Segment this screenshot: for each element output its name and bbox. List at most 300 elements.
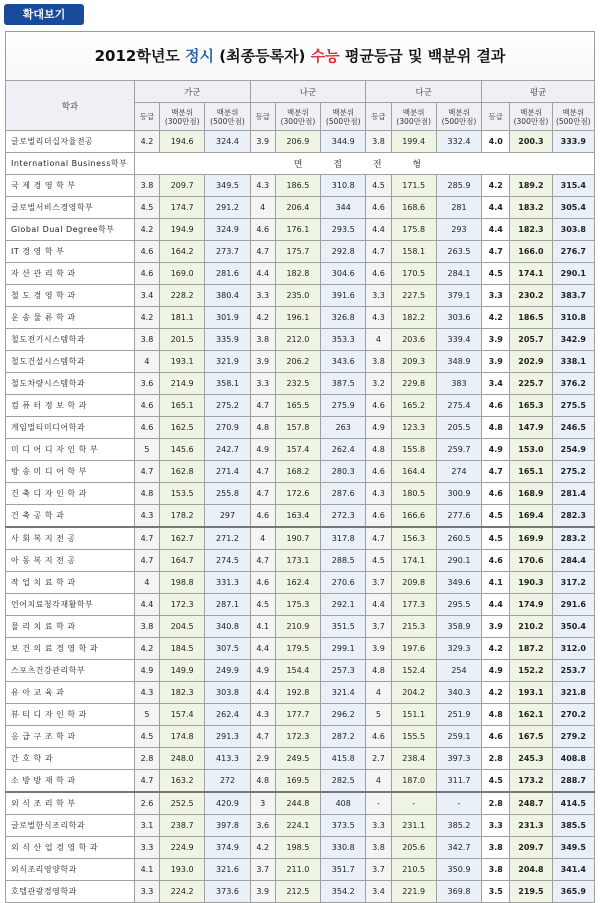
avg-pct500-cell: 279.2 bbox=[552, 726, 594, 748]
table-row bbox=[6, 660, 595, 682]
avg-grade-cell: 4.2 bbox=[482, 307, 510, 329]
dept-name: 소 방 방 재 학 과 bbox=[6, 770, 135, 793]
na-pct300-cell: 175.3 bbox=[275, 594, 320, 616]
avg-pct300-cell: 169.4 bbox=[510, 505, 552, 528]
da-pct500-cell: 254 bbox=[436, 660, 481, 682]
avg-grade-cell: 4.9 bbox=[482, 660, 510, 682]
ga-pct500-cell: 271.2 bbox=[205, 527, 250, 550]
dept-name: 뷰 티 디 자 인 학 과 bbox=[6, 704, 135, 726]
da-pct500-cell: 293 bbox=[436, 219, 481, 241]
avg-pct500-cell: 275.2 bbox=[552, 461, 594, 483]
ga-pct500-cell: 301.9 bbox=[205, 307, 250, 329]
dept-name: 사 회 복 지 전 공 bbox=[6, 527, 135, 550]
avg-pct500-cell: 321.8 bbox=[552, 682, 594, 704]
da-pct300-cell: 215.3 bbox=[391, 616, 436, 638]
da-pct300-cell: 155.8 bbox=[391, 439, 436, 461]
avg-pct500-cell: 282.3 bbox=[552, 505, 594, 528]
avg-grade-cell: 3.4 bbox=[482, 373, 510, 395]
da-grade-cell: 4 bbox=[366, 329, 391, 351]
ga-pct500-cell: 321.6 bbox=[205, 859, 250, 881]
avg-grade-cell: 4.0 bbox=[482, 131, 510, 153]
na-pct500-cell: 353.3 bbox=[321, 329, 366, 351]
na-grade-cell: 4.8 bbox=[250, 770, 275, 793]
na-grade-cell: 3.3 bbox=[250, 373, 275, 395]
avg-pct500-cell: 288.7 bbox=[552, 770, 594, 793]
da-pct500-cell: 263.5 bbox=[436, 241, 481, 263]
da-pct300-cell: 177.3 bbox=[391, 594, 436, 616]
na-pct500-cell: 263 bbox=[321, 417, 366, 439]
da-pct500-cell: 295.5 bbox=[436, 594, 481, 616]
ga-pct300-cell: 214.9 bbox=[160, 373, 205, 395]
header-row-groups bbox=[6, 81, 595, 103]
table-row bbox=[6, 770, 595, 793]
avg-grade-cell: 4.6 bbox=[482, 483, 510, 505]
table-row bbox=[6, 726, 595, 748]
ga-grade-cell: 4.7 bbox=[134, 550, 159, 572]
ga-pct500-cell: 262.4 bbox=[205, 704, 250, 726]
avg-pct500-cell: 291.6 bbox=[552, 594, 594, 616]
avg-pct300-cell: 153.0 bbox=[510, 439, 552, 461]
avg-pct500-cell: 414.5 bbox=[552, 792, 594, 815]
dept-name: 방 송 미 디 어 학 부 bbox=[6, 461, 135, 483]
da-grade-cell: 3.8 bbox=[366, 131, 391, 153]
table-row bbox=[6, 197, 595, 219]
ga-pct500-cell: 275.2 bbox=[205, 395, 250, 417]
ga-grade-cell: 4.7 bbox=[134, 461, 159, 483]
da-grade-cell: 4.3 bbox=[366, 483, 391, 505]
da-grade-cell: 4 bbox=[366, 682, 391, 704]
ga-pct300-cell: 162.7 bbox=[160, 527, 205, 550]
ga-grade-cell: 3.3 bbox=[134, 837, 159, 859]
dept-name: 국 제 경 영 학 부 bbox=[6, 175, 135, 197]
na-pct300-cell: 232.5 bbox=[275, 373, 320, 395]
na-pct500-cell: 326.8 bbox=[321, 307, 366, 329]
ga-pct500-cell: 420.9 bbox=[205, 792, 250, 815]
da-pct300-cell: 210.5 bbox=[391, 859, 436, 881]
avg-grade-cell: 3.9 bbox=[482, 329, 510, 351]
table-row bbox=[6, 417, 595, 439]
avg-pct300-cell: 166.0 bbox=[510, 241, 552, 263]
na-grade-cell: 3.9 bbox=[250, 351, 275, 373]
na-pct300-cell: 196.1 bbox=[275, 307, 320, 329]
na-pct300-cell: 175.7 bbox=[275, 241, 320, 263]
da-pct300-cell: 205.6 bbox=[391, 837, 436, 859]
ga-pct500-cell: 272 bbox=[205, 770, 250, 793]
ga-grade-cell: 4.5 bbox=[134, 726, 159, 748]
na-pct500-cell: 343.6 bbox=[321, 351, 366, 373]
da-pct500-cell: 251.9 bbox=[436, 704, 481, 726]
ga-pct500-cell: 324.9 bbox=[205, 219, 250, 241]
avg-grade-cell: 4.2 bbox=[482, 638, 510, 660]
da-grade-cell: 4.5 bbox=[366, 175, 391, 197]
da-pct500-cell: 260.5 bbox=[436, 527, 481, 550]
na-grade-cell: 4.4 bbox=[250, 682, 275, 704]
avg-pct300-cell: 204.8 bbox=[510, 859, 552, 881]
na-grade-cell: 4.9 bbox=[250, 660, 275, 682]
avg-pct300-cell: 231.3 bbox=[510, 815, 552, 837]
header-group-ga: 가군 bbox=[134, 81, 250, 103]
ga-grade-cell: 3.4 bbox=[134, 285, 159, 307]
ga-grade-cell: 4.7 bbox=[134, 770, 159, 793]
da-grade-cell: 4.5 bbox=[366, 550, 391, 572]
na-grade-cell: 4.8 bbox=[250, 417, 275, 439]
ga-pct500-cell: 321.9 bbox=[205, 351, 250, 373]
na-pct500-cell: 272.3 bbox=[321, 505, 366, 528]
na-pct300-cell: 211.0 bbox=[275, 859, 320, 881]
da-grade-cell: 3.7 bbox=[366, 859, 391, 881]
na-grade-cell: 3.7 bbox=[250, 859, 275, 881]
dept-name: 물 리 치 료 학 과 bbox=[6, 616, 135, 638]
avg-pct500-cell: 342.9 bbox=[552, 329, 594, 351]
ga-grade-cell: 2.8 bbox=[134, 748, 159, 770]
na-pct300-cell: 162.4 bbox=[275, 572, 320, 594]
table-row bbox=[6, 859, 595, 881]
header-grade: 등급 bbox=[366, 103, 391, 131]
na-pct300-cell: 157.8 bbox=[275, 417, 320, 439]
dept-name: 응 급 구 조 학 과 bbox=[6, 726, 135, 748]
na-pct300-cell: 154.4 bbox=[275, 660, 320, 682]
ga-pct300-cell: 184.5 bbox=[160, 638, 205, 660]
ga-pct300-cell: 194.6 bbox=[160, 131, 205, 153]
da-pct300-cell: 227.5 bbox=[391, 285, 436, 307]
na-pct300-cell: 172.6 bbox=[275, 483, 320, 505]
da-grade-cell: - bbox=[366, 792, 391, 815]
na-pct300-cell: 173.1 bbox=[275, 550, 320, 572]
da-pct300-cell: 156.3 bbox=[391, 527, 436, 550]
da-pct300-cell: 231.1 bbox=[391, 815, 436, 837]
header-grade: 등급 bbox=[250, 103, 275, 131]
avg-pct500-cell: 408.8 bbox=[552, 748, 594, 770]
header-grade: 등급 bbox=[482, 103, 510, 131]
table-row bbox=[6, 616, 595, 638]
avg-grade-cell: 4.5 bbox=[482, 770, 510, 793]
da-pct500-cell: 332.4 bbox=[436, 131, 481, 153]
dept-name: 글로벌서비스경영학부 bbox=[6, 197, 135, 219]
dept-name: 유 아 교 육 과 bbox=[6, 682, 135, 704]
da-pct500-cell: 300.9 bbox=[436, 483, 481, 505]
da-pct300-cell: 168.6 bbox=[391, 197, 436, 219]
header-pct300: 백분위 (300만점) bbox=[275, 103, 320, 131]
header-pct300: 백분위 (300만점) bbox=[391, 103, 436, 131]
dept-name: 간 호 학 과 bbox=[6, 748, 135, 770]
da-pct300-cell: 170.5 bbox=[391, 263, 436, 285]
na-grade-cell: 4.3 bbox=[250, 175, 275, 197]
da-grade-cell: 3.7 bbox=[366, 616, 391, 638]
da-grade-cell: 3.3 bbox=[366, 285, 391, 307]
table-row bbox=[6, 704, 595, 726]
avg-pct300-cell: 152.2 bbox=[510, 660, 552, 682]
da-grade-cell: 3.7 bbox=[366, 572, 391, 594]
na-pct500-cell: 310.8 bbox=[321, 175, 366, 197]
ga-grade-cell: 5 bbox=[134, 704, 159, 726]
ga-pct300-cell: 162.8 bbox=[160, 461, 205, 483]
zoom-button[interactable]: 확대보기 bbox=[4, 4, 84, 25]
ga-pct500-cell: 331.3 bbox=[205, 572, 250, 594]
da-pct500-cell: 259.7 bbox=[436, 439, 481, 461]
ga-pct300-cell: 204.5 bbox=[160, 616, 205, 638]
avg-pct300-cell: 162.1 bbox=[510, 704, 552, 726]
da-grade-cell: 4.4 bbox=[366, 594, 391, 616]
avg-pct300-cell: 189.2 bbox=[510, 175, 552, 197]
avg-pct300-cell: 170.6 bbox=[510, 550, 552, 572]
avg-pct500-cell: 310.8 bbox=[552, 307, 594, 329]
da-pct300-cell: 164.4 bbox=[391, 461, 436, 483]
ga-grade-cell: 4.3 bbox=[134, 505, 159, 528]
avg-pct300-cell: 165.1 bbox=[510, 461, 552, 483]
avg-pct300-cell: 183.2 bbox=[510, 197, 552, 219]
ga-grade-cell: 3.8 bbox=[134, 329, 159, 351]
na-pct300-cell: 192.8 bbox=[275, 682, 320, 704]
na-pct300-cell: 198.5 bbox=[275, 837, 320, 859]
avg-pct300-cell: 210.2 bbox=[510, 616, 552, 638]
ga-pct500-cell: 380.4 bbox=[205, 285, 250, 307]
table-row bbox=[6, 439, 595, 461]
table-row bbox=[6, 329, 595, 351]
na-grade-cell: 4.6 bbox=[250, 505, 275, 528]
avg-grade-cell: 3.9 bbox=[482, 616, 510, 638]
na-pct500-cell: 292.1 bbox=[321, 594, 366, 616]
na-pct300-cell: 186.5 bbox=[275, 175, 320, 197]
table-row bbox=[6, 241, 595, 263]
ga-pct500-cell: 249.9 bbox=[205, 660, 250, 682]
avg-pct300-cell: 168.9 bbox=[510, 483, 552, 505]
na-pct300-cell: 206.2 bbox=[275, 351, 320, 373]
avg-pct300-cell: 174.1 bbox=[510, 263, 552, 285]
na-grade-cell: 4.2 bbox=[250, 307, 275, 329]
ga-pct300-cell: 164.2 bbox=[160, 241, 205, 263]
ga-pct500-cell: 242.7 bbox=[205, 439, 250, 461]
dept-name: 게임멀티미디어학과 bbox=[6, 417, 135, 439]
ga-pct300-cell: 172.3 bbox=[160, 594, 205, 616]
header-pct500: 백분위 (500만점) bbox=[205, 103, 250, 131]
ga-grade-cell: 4 bbox=[134, 351, 159, 373]
table-row bbox=[6, 881, 595, 903]
avg-grade-cell: 4.4 bbox=[482, 594, 510, 616]
avg-pct500-cell: 312.0 bbox=[552, 638, 594, 660]
dept-name: International Business학부 bbox=[6, 153, 135, 175]
avg-grade-cell: 3.3 bbox=[482, 815, 510, 837]
ga-pct500-cell: 335.9 bbox=[205, 329, 250, 351]
avg-pct500-cell: 385.5 bbox=[552, 815, 594, 837]
dept-name: 스포츠건강관리학부 bbox=[6, 660, 135, 682]
header-pct500: 백분위 (500만점) bbox=[436, 103, 481, 131]
na-pct500-cell: 288.5 bbox=[321, 550, 366, 572]
ga-pct500-cell: 303.8 bbox=[205, 682, 250, 704]
ga-grade-cell: 4.1 bbox=[134, 859, 159, 881]
na-pct500-cell: 321.4 bbox=[321, 682, 366, 704]
ga-pct300-cell: 162.5 bbox=[160, 417, 205, 439]
na-pct500-cell: 257.3 bbox=[321, 660, 366, 682]
ga-pct300-cell: 163.2 bbox=[160, 770, 205, 793]
table-row bbox=[6, 572, 595, 594]
ga-pct500-cell: 324.4 bbox=[205, 131, 250, 153]
avg-pct500-cell: 275.5 bbox=[552, 395, 594, 417]
avg-pct500-cell: 246.5 bbox=[552, 417, 594, 439]
avg-grade-cell: 4.5 bbox=[482, 505, 510, 528]
na-pct300-cell: 179.5 bbox=[275, 638, 320, 660]
da-pct500-cell: 285.9 bbox=[436, 175, 481, 197]
da-pct300-cell: 166.6 bbox=[391, 505, 436, 528]
na-pct300-cell: 190.7 bbox=[275, 527, 320, 550]
header-dept: 학과 bbox=[6, 81, 135, 131]
da-grade-cell: 4.6 bbox=[366, 726, 391, 748]
da-pct500-cell: 397.3 bbox=[436, 748, 481, 770]
da-pct300-cell: 238.4 bbox=[391, 748, 436, 770]
da-pct500-cell: 259.1 bbox=[436, 726, 481, 748]
avg-pct300-cell: 167.5 bbox=[510, 726, 552, 748]
ga-pct300-cell: 164.7 bbox=[160, 550, 205, 572]
da-grade-cell: 4 bbox=[366, 770, 391, 793]
da-pct300-cell: - bbox=[391, 792, 436, 815]
na-grade-cell: 4.7 bbox=[250, 241, 275, 263]
ga-pct300-cell: 174.7 bbox=[160, 197, 205, 219]
dept-name: 자 산 관 리 학 과 bbox=[6, 263, 135, 285]
da-pct500-cell: 284.1 bbox=[436, 263, 481, 285]
da-pct300-cell: 158.1 bbox=[391, 241, 436, 263]
ga-pct500-cell: 273.7 bbox=[205, 241, 250, 263]
dept-name: 외 식 산 업 경 영 학 과 bbox=[6, 837, 135, 859]
da-pct500-cell: 358.9 bbox=[436, 616, 481, 638]
ga-pct300-cell: 149.9 bbox=[160, 660, 205, 682]
avg-pct500-cell: 281.4 bbox=[552, 483, 594, 505]
na-grade-cell: 4.4 bbox=[250, 638, 275, 660]
na-pct300-cell: 182.8 bbox=[275, 263, 320, 285]
avg-pct500-cell: 284.4 bbox=[552, 550, 594, 572]
da-pct300-cell: 182.2 bbox=[391, 307, 436, 329]
na-pct500-cell: 344.9 bbox=[321, 131, 366, 153]
da-grade-cell: 4.6 bbox=[366, 505, 391, 528]
da-grade-cell: 4.7 bbox=[366, 241, 391, 263]
avg-grade-cell: 4.1 bbox=[482, 572, 510, 594]
ga-pct300-cell: 153.5 bbox=[160, 483, 205, 505]
avg-pct300-cell: 230.2 bbox=[510, 285, 552, 307]
avg-pct500-cell: 349.5 bbox=[552, 837, 594, 859]
avg-pct500-cell: 383.7 bbox=[552, 285, 594, 307]
dept-name: 운 송 물 류 학 과 bbox=[6, 307, 135, 329]
da-pct500-cell: 340.3 bbox=[436, 682, 481, 704]
dept-name: 글로벌한식조리학과 bbox=[6, 815, 135, 837]
avg-grade-cell: 3.8 bbox=[482, 859, 510, 881]
na-pct300-cell: 249.5 bbox=[275, 748, 320, 770]
da-pct500-cell: 369.8 bbox=[436, 881, 481, 903]
na-pct300-cell: 168.2 bbox=[275, 461, 320, 483]
ga-pct500-cell: 287.1 bbox=[205, 594, 250, 616]
avg-pct300-cell: 200.3 bbox=[510, 131, 552, 153]
avg-pct300-cell: 147.9 bbox=[510, 417, 552, 439]
ga-grade-cell: 3.3 bbox=[134, 881, 159, 903]
na-pct500-cell: 351.7 bbox=[321, 859, 366, 881]
avg-grade-cell: 4.6 bbox=[482, 726, 510, 748]
da-pct500-cell: 339.4 bbox=[436, 329, 481, 351]
da-pct500-cell: 379.1 bbox=[436, 285, 481, 307]
avg-pct300-cell: 248.7 bbox=[510, 792, 552, 815]
na-pct500-cell: 293.5 bbox=[321, 219, 366, 241]
na-pct500-cell: 387.5 bbox=[321, 373, 366, 395]
da-pct300-cell: 165.2 bbox=[391, 395, 436, 417]
ga-grade-cell: 4.2 bbox=[134, 219, 159, 241]
ga-pct300-cell: 238.7 bbox=[160, 815, 205, 837]
avg-grade-cell: 3.9 bbox=[482, 351, 510, 373]
title-year: 2012학년도 bbox=[94, 47, 186, 65]
ga-pct300-cell: 174.8 bbox=[160, 726, 205, 748]
da-pct500-cell: 350.9 bbox=[436, 859, 481, 881]
avg-grade-cell: 4.4 bbox=[482, 197, 510, 219]
da-grade-cell: 4.6 bbox=[366, 197, 391, 219]
da-pct300-cell: 123.3 bbox=[391, 417, 436, 439]
dept-name: 철도차량시스템학과 bbox=[6, 373, 135, 395]
header-group-na: 나군 bbox=[250, 81, 366, 103]
dept-name: 건 축 공 학 과 bbox=[6, 505, 135, 528]
ga-pct300-cell: 252.5 bbox=[160, 792, 205, 815]
na-pct300-cell: 206.4 bbox=[275, 197, 320, 219]
ga-grade-cell: 4.8 bbox=[134, 483, 159, 505]
na-pct500-cell: 344 bbox=[321, 197, 366, 219]
dept-name: 건 축 디 자 인 학 과 bbox=[6, 483, 135, 505]
da-grade-cell: 3.4 bbox=[366, 881, 391, 903]
avg-pct500-cell: 315.4 bbox=[552, 175, 594, 197]
table-row bbox=[6, 792, 595, 815]
ga-pct300-cell: 194.9 bbox=[160, 219, 205, 241]
results-table bbox=[5, 80, 595, 903]
na-pct500-cell: 317.8 bbox=[321, 527, 366, 550]
avg-grade-cell: 4.7 bbox=[482, 241, 510, 263]
avg-grade-cell: 2.8 bbox=[482, 748, 510, 770]
na-pct300-cell: 206.9 bbox=[275, 131, 320, 153]
na-grade-cell: 4.6 bbox=[250, 219, 275, 241]
ga-pct300-cell: 157.4 bbox=[160, 704, 205, 726]
avg-grade-cell: 4.8 bbox=[482, 417, 510, 439]
ga-pct500-cell: 307.5 bbox=[205, 638, 250, 660]
ga-pct300-cell: 178.2 bbox=[160, 505, 205, 528]
na-pct300-cell: 169.5 bbox=[275, 770, 320, 793]
na-grade-cell: 4.7 bbox=[250, 461, 275, 483]
ga-pct300-cell: 169.0 bbox=[160, 263, 205, 285]
da-pct300-cell: 174.1 bbox=[391, 550, 436, 572]
ga-pct500-cell: 255.8 bbox=[205, 483, 250, 505]
avg-pct500-cell: 290.1 bbox=[552, 263, 594, 285]
na-grade-cell: 3.9 bbox=[250, 131, 275, 153]
avg-grade-cell: 3.5 bbox=[482, 881, 510, 903]
ga-pct300-cell: 224.2 bbox=[160, 881, 205, 903]
title-highlight-suneung: 수능 bbox=[310, 47, 340, 65]
dept-name: 보 건 의 료 경 영 학 과 bbox=[6, 638, 135, 660]
ga-pct500-cell: 291.2 bbox=[205, 197, 250, 219]
dept-name: 철도건설시스템학과 bbox=[6, 351, 135, 373]
ga-grade-cell: 4.6 bbox=[134, 263, 159, 285]
na-pct500-cell: 391.6 bbox=[321, 285, 366, 307]
avg-grade-cell: 3.8 bbox=[482, 837, 510, 859]
dept-name: 철 도 경 영 학 과 bbox=[6, 285, 135, 307]
da-grade-cell: 4.8 bbox=[366, 660, 391, 682]
da-grade-cell: 5 bbox=[366, 704, 391, 726]
na-pct500-cell: 296.2 bbox=[321, 704, 366, 726]
ga-grade-cell: 2.6 bbox=[134, 792, 159, 815]
na-pct300-cell: 177.7 bbox=[275, 704, 320, 726]
da-pct300-cell: 197.6 bbox=[391, 638, 436, 660]
header-group-da: 다군 bbox=[366, 81, 482, 103]
da-pct500-cell: 281 bbox=[436, 197, 481, 219]
avg-grade-cell: 2.8 bbox=[482, 792, 510, 815]
avg-pct300-cell: 205.7 bbox=[510, 329, 552, 351]
na-pct300-cell: 210.9 bbox=[275, 616, 320, 638]
table-row bbox=[6, 748, 595, 770]
na-grade-cell: 3.3 bbox=[250, 285, 275, 307]
title-rest: 평균등급 및 백분위 결과 bbox=[339, 47, 506, 65]
na-grade-cell: 4.1 bbox=[250, 616, 275, 638]
table-row bbox=[6, 461, 595, 483]
table-row bbox=[6, 550, 595, 572]
table-row bbox=[6, 307, 595, 329]
